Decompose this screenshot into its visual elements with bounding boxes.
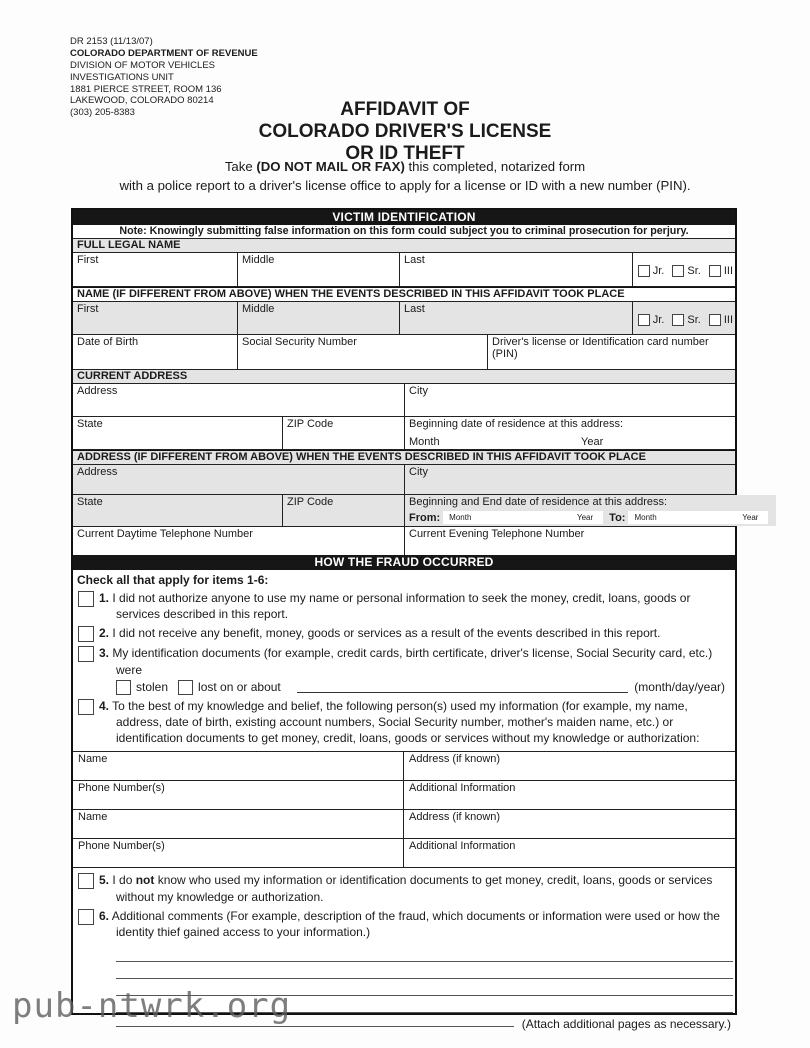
month-day-year-label: (month/day/year) xyxy=(634,679,725,694)
item1-checkbox[interactable] xyxy=(78,591,94,607)
sr-label: Sr. xyxy=(687,265,701,277)
event-sr-checkbox[interactable] xyxy=(672,314,684,326)
item5-text xyxy=(99,872,733,904)
agency-name: COLORADO DEPARTMENT OF REVENUE xyxy=(70,47,258,59)
attach-pages-note: (Attach additional pages as necessary.) xyxy=(521,1017,731,1032)
suspect1-additional-info-field[interactable]: Additional Information xyxy=(409,782,516,795)
item5-number: 5. xyxy=(99,873,110,888)
item6-number: 6. xyxy=(99,908,110,923)
stolen-checkbox[interactable] xyxy=(116,680,131,695)
item3-number: 3. xyxy=(99,646,110,661)
suspect2-address-field[interactable]: Address (if known) xyxy=(409,811,501,824)
suspect1-phone-field[interactable]: Phone Number(s) xyxy=(73,781,404,809)
how-fraud-occurred-header: HOW THE FRAUD OCCURRED xyxy=(73,555,735,570)
iii-label: III xyxy=(723,313,733,326)
legal-last-name-field[interactable]: Last xyxy=(400,253,633,286)
instructions-post: this completed, notarized form xyxy=(404,159,586,174)
item2-checkbox[interactable] xyxy=(78,626,94,642)
suspect2-additional-info-field[interactable]: Additional Information xyxy=(409,840,516,853)
from-to-line xyxy=(409,511,774,524)
phone-row xyxy=(73,527,735,555)
agency-city: LAKEWOOD, COLORADO 80214 xyxy=(70,95,214,107)
legal-sr-checkbox[interactable] xyxy=(672,265,684,277)
jr-label: Jr. xyxy=(652,313,665,326)
item5-pre: I do xyxy=(109,873,136,888)
item5-post: know who used my information or identification documents to get money, credit, loans, goods or services without my knowledge or authorization. xyxy=(116,873,713,904)
item2-number: 2. xyxy=(99,626,110,641)
event-address-field[interactable]: Address xyxy=(73,465,405,494)
item6-checkbox[interactable] xyxy=(78,909,94,925)
suspect2-phone-field[interactable]: Phone Number(s) xyxy=(73,839,404,867)
stolen-label: stolen xyxy=(136,679,169,694)
fraud-section xyxy=(73,570,735,1031)
agency-division: DIVISION OF MOTOR VEHICLES xyxy=(70,59,215,71)
suspect-table xyxy=(73,751,735,868)
item4-body: To the best of my knowledge and belief, the following person(s) used my information (for example, my name, address, date of birth, existing account numbers, Social Security number, mother's maiden name, etc.) or identification documents to get money, credit, loans, goods or services without my knowledge or authorization: xyxy=(109,698,700,746)
daytime-phone-field[interactable]: Current Daytime Telephone Number xyxy=(73,527,405,555)
current-state-zip-row xyxy=(73,417,735,450)
lost-date-input-line[interactable] xyxy=(297,692,629,693)
month-label: Month xyxy=(449,513,472,522)
event-first-name-field[interactable]: First xyxy=(73,302,238,334)
item-1 xyxy=(76,590,733,622)
form-title xyxy=(0,99,810,165)
event-state-field[interactable]: State xyxy=(73,495,283,526)
event-suffix-cell xyxy=(633,302,735,334)
item3-stolen-lost-row xyxy=(116,680,725,695)
form-title-line3: OR ID THEFT xyxy=(345,143,465,164)
item1-body: I did not authorize anyone to use my name or personal information to seek the money, credit, loans, goods or services described in this report. xyxy=(109,591,691,622)
item-6 xyxy=(76,908,733,940)
sr-label: Sr. xyxy=(687,313,701,326)
agency-phone: (303) 205-8383 xyxy=(70,107,135,119)
item-3 xyxy=(76,645,733,677)
item3-body: My identification documents (for example, credit cards, birth certificate, driver's license, Social Security card, etc.) were xyxy=(109,646,713,677)
item4-number: 4. xyxy=(99,698,110,713)
item5-bold-not: not xyxy=(135,873,155,888)
current-state-field[interactable]: State xyxy=(73,417,283,449)
begin-end-residence-label: Beginning and End date of residence at this address: xyxy=(409,496,668,508)
agency-street: 1881 PIERCE STREET, ROOM 136 xyxy=(70,83,222,95)
current-address-row xyxy=(73,384,735,417)
date-of-birth-field[interactable]: Date of Birth xyxy=(73,335,238,369)
full-legal-name-band: FULL LEGAL NAME xyxy=(73,239,735,253)
event-name-row xyxy=(73,302,735,335)
month-label: Month xyxy=(634,513,657,522)
from-label: From: xyxy=(409,511,441,524)
event-middle-name-field[interactable]: Middle xyxy=(238,302,400,334)
legal-middle-name-field[interactable]: Middle xyxy=(238,253,400,286)
instructions-line1 xyxy=(0,158,810,177)
legal-first-name-field[interactable]: First xyxy=(73,253,238,286)
item-2 xyxy=(76,625,733,642)
table-row xyxy=(73,839,735,868)
event-last-name-field[interactable]: Last xyxy=(400,302,633,334)
event-city-field[interactable]: City xyxy=(405,465,735,494)
current-address-field[interactable]: Address xyxy=(73,384,405,416)
form-number: DR 2153 (11/13/07) xyxy=(70,36,153,47)
item2-body: I did not receive any benefit, money, goods or services as a result of the events described in this report. xyxy=(109,626,661,641)
ssn-field[interactable]: Social Security Number xyxy=(238,335,488,369)
item1-text xyxy=(99,590,733,622)
iii-label: III xyxy=(723,265,733,277)
item3-text xyxy=(99,645,733,677)
lost-label: lost on or about xyxy=(198,679,281,694)
legal-jr-checkbox[interactable] xyxy=(638,265,650,277)
lost-checkbox[interactable] xyxy=(178,680,193,695)
current-city-field[interactable]: City xyxy=(409,385,428,397)
form-title-line1: AFFIDAVIT OF xyxy=(340,99,470,120)
event-state-zip-row xyxy=(73,495,759,527)
item4-text xyxy=(99,698,733,747)
instructions xyxy=(0,158,810,195)
month-year-labels xyxy=(409,436,733,448)
current-address-band: CURRENT ADDRESS xyxy=(73,370,735,384)
item3-checkbox[interactable] xyxy=(78,646,94,662)
dob-ssn-row xyxy=(73,335,735,370)
item4-checkbox[interactable] xyxy=(78,699,94,715)
current-zip-field[interactable]: ZIP Code xyxy=(283,417,405,449)
suspect1-name-field[interactable]: Name xyxy=(73,752,404,780)
license-pin-field[interactable]: Driver's license or Identification card number (PIN) xyxy=(492,336,709,360)
item-4 xyxy=(76,698,733,747)
comment-line-input[interactable] xyxy=(116,1026,514,1027)
suspect1-address-field[interactable]: Address (if known) xyxy=(409,753,501,766)
do-not-mail-note: (DO NOT MAIL OR FAX) xyxy=(256,159,405,174)
table-row xyxy=(73,810,735,839)
name-if-different-band: NAME (IF DIFFERENT FROM ABOVE) WHEN THE EVENTS DESCRIBED IN THIS AFFIDAVIT TOOK PLACE xyxy=(73,287,735,302)
year-label: Year xyxy=(581,436,604,448)
legal-name-row xyxy=(73,253,735,287)
event-address-row xyxy=(73,465,735,495)
item6-text xyxy=(99,908,733,940)
to-label: To: xyxy=(609,511,626,524)
event-jr-checkbox[interactable] xyxy=(638,314,650,326)
comment-line-input[interactable] xyxy=(116,962,733,979)
item5-checkbox[interactable] xyxy=(78,873,94,889)
legal-iii-checkbox[interactable] xyxy=(709,265,721,277)
address-if-different-band: ADDRESS (IF DIFFERENT FROM ABOVE) WHEN THE EVENTS DESCRIBED IN THIS AFFIDAVIT TOOK PLACE xyxy=(73,450,735,465)
evening-phone-field[interactable]: Current Evening Telephone Number xyxy=(409,528,585,540)
site-watermark: pub-ntwrk.org xyxy=(12,986,292,1026)
instructions-line2: with a police report to a driver's license office to apply for a license or ID with a new number (PIN). xyxy=(119,177,691,193)
begin-residence-label: Beginning date of residence at this address: xyxy=(409,418,624,430)
item-5 xyxy=(76,872,733,904)
event-zip-field[interactable]: ZIP Code xyxy=(283,495,405,526)
jr-label: Jr. xyxy=(652,265,665,277)
check-all-label: Check all that apply for items 1-6: xyxy=(77,573,269,587)
year-label: Year xyxy=(742,513,759,522)
form-title-line2: COLORADO DRIVER'S LICENSE xyxy=(258,121,552,142)
item6-body: Additional comments (For example, description of the fraud, which documents or information were used or how the identity thief gained access to your information.) xyxy=(109,908,720,940)
month-label: Month xyxy=(409,436,440,448)
to-month-year-inputs[interactable] xyxy=(628,511,768,524)
table-row xyxy=(73,781,735,810)
legal-suffix-cell xyxy=(633,253,735,286)
agency-unit: INVESTIGATIONS UNIT xyxy=(70,71,174,83)
item2-text xyxy=(99,625,733,642)
year-label: Year xyxy=(577,513,594,522)
perjury-note: Note: Knowingly submitting false information on this form could subject you to criminal prosecution for perjury. xyxy=(73,225,735,239)
item1-number: 1. xyxy=(99,591,110,605)
table-row xyxy=(73,752,735,781)
form-body xyxy=(71,208,759,1032)
victim-identification-header: VICTIM IDENTIFICATION xyxy=(73,210,735,225)
event-residence-dates-field[interactable] xyxy=(405,495,776,526)
instructions-pre: Take xyxy=(224,159,257,174)
event-iii-checkbox[interactable] xyxy=(709,314,721,326)
comment-line-input[interactable] xyxy=(116,945,733,962)
current-residence-date-field[interactable] xyxy=(405,417,735,449)
suspect2-name-field[interactable]: Name xyxy=(73,810,404,838)
from-month-year-inputs[interactable] xyxy=(443,511,603,524)
